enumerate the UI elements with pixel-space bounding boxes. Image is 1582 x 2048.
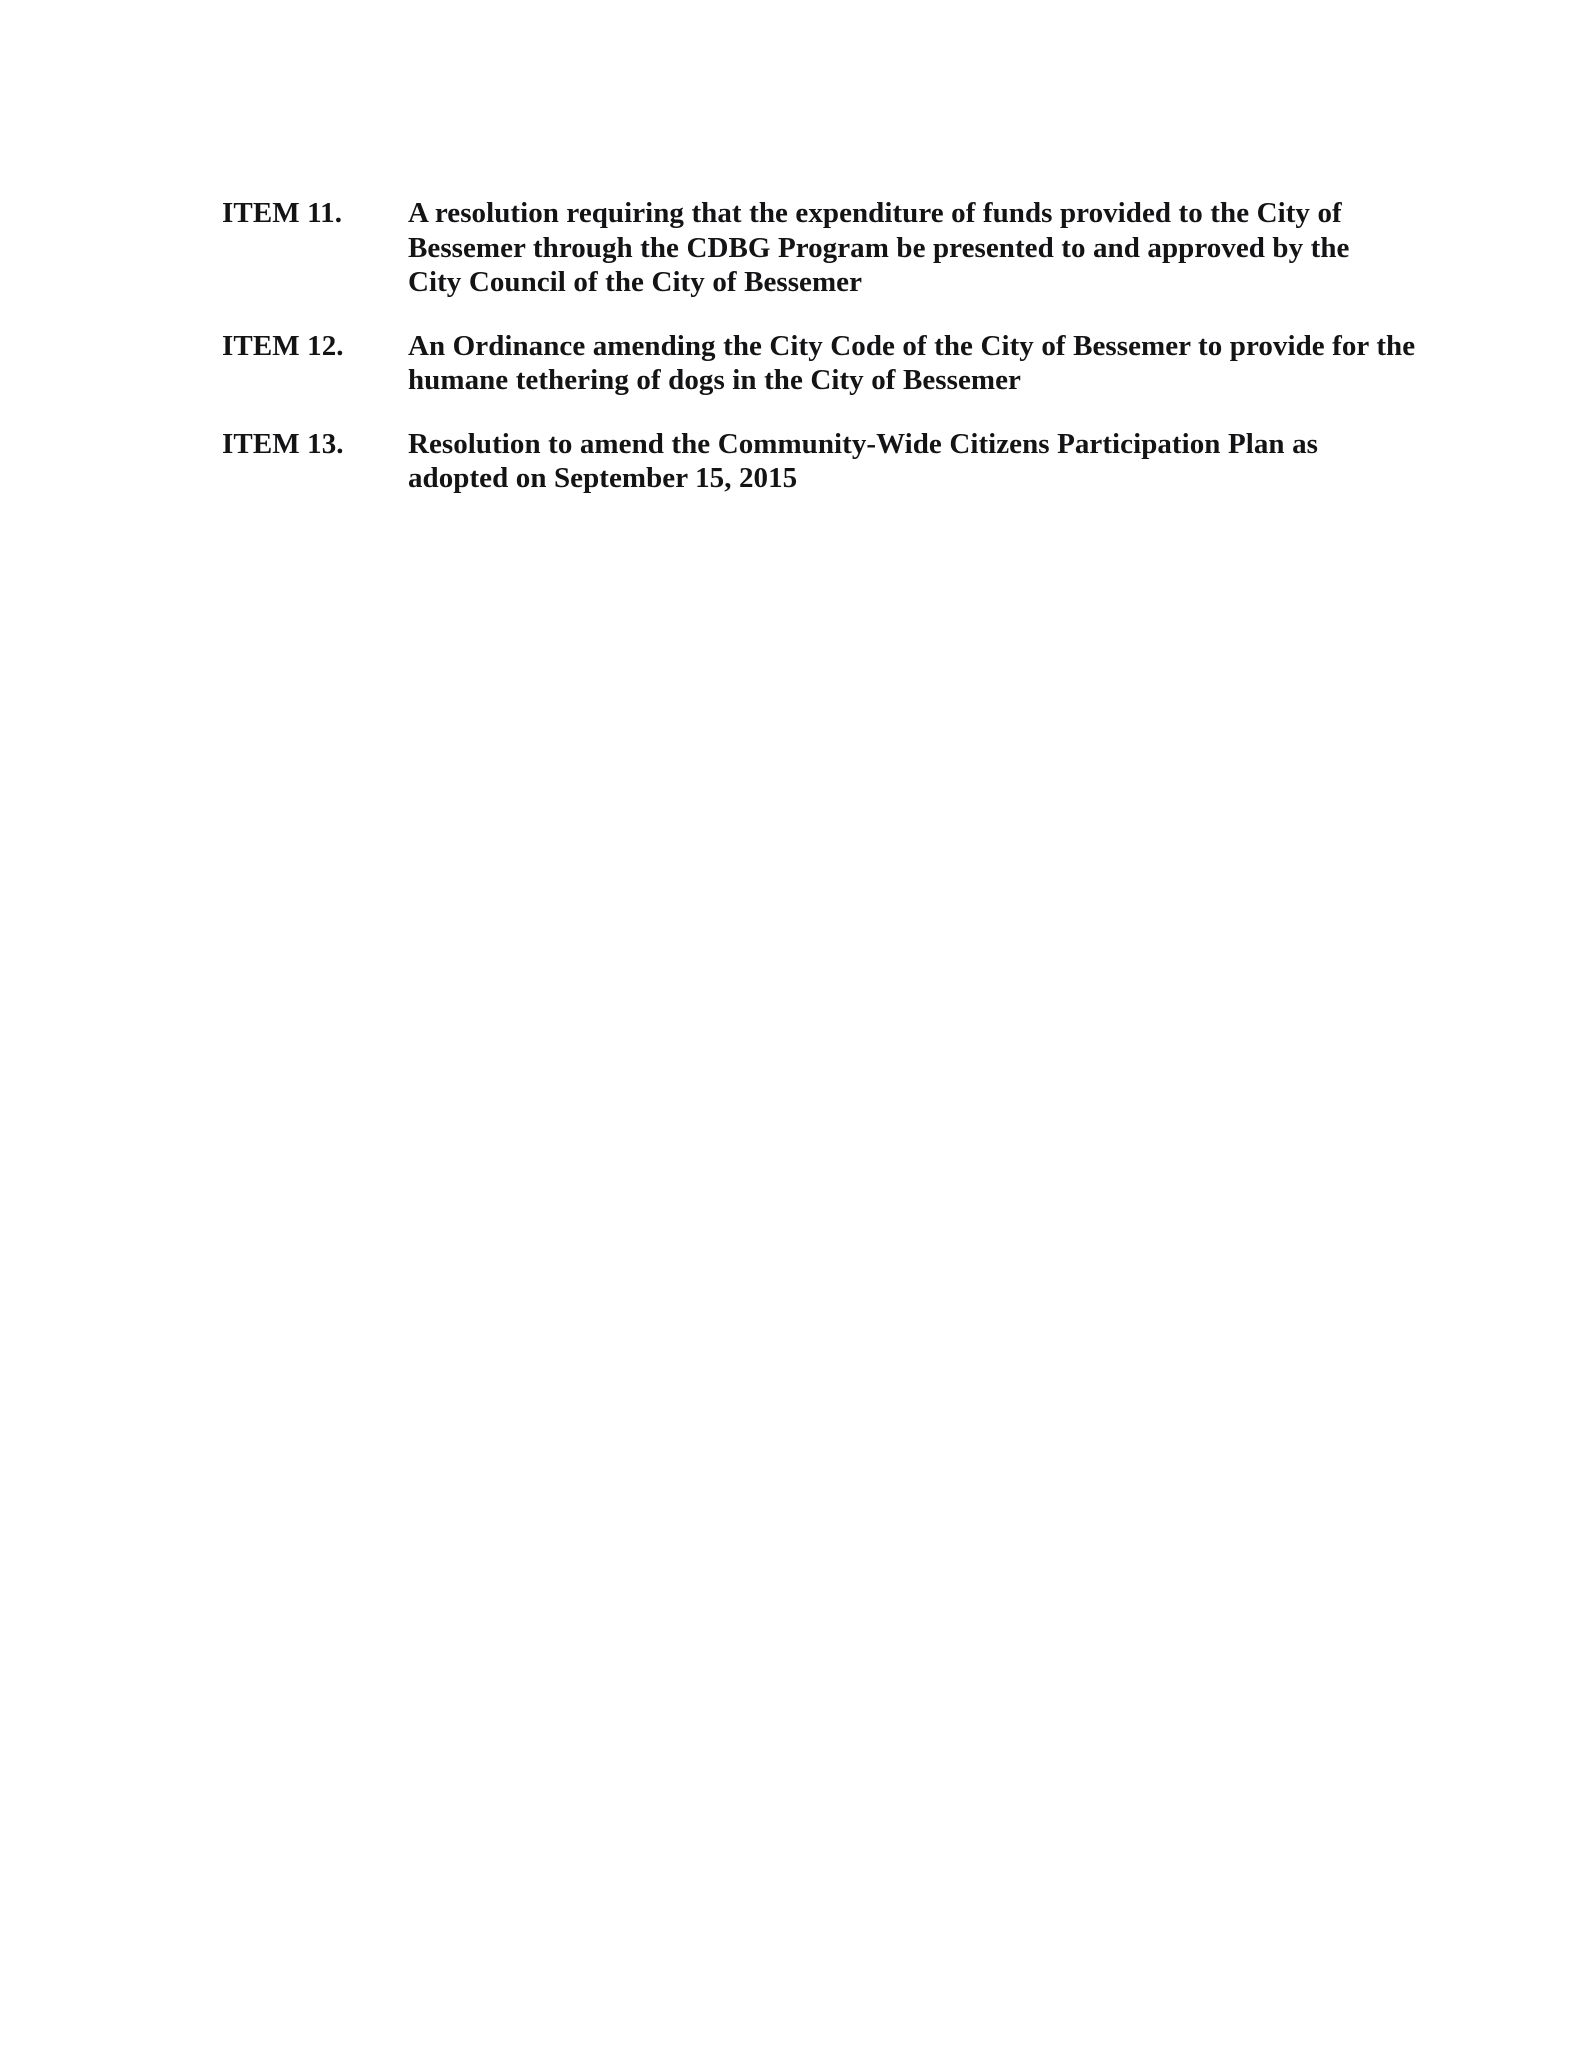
agenda-item bbox=[222, 427, 1432, 496]
agenda-item bbox=[222, 329, 1432, 398]
agenda-item-description: An Ordinance amending the City Code of the City of Bessemer to provide for the humane tethering of dogs in the City of Bessemer bbox=[408, 329, 1416, 396]
agenda-item bbox=[222, 196, 1432, 300]
agenda-item-description: Resolution to amend the Community-Wide Citizens Participation Plan as adopted on September 15, 2015 bbox=[408, 427, 1318, 494]
agenda-item-label: ITEM 13. bbox=[222, 427, 344, 460]
agenda-item-label: ITEM 11. bbox=[222, 197, 343, 229]
agenda-item-description: A resolution requiring that the expenditure of funds provided to the City of Bessemer through the CDBG Program be presented to and approved by the City Council of the City of Bessemer bbox=[408, 197, 1350, 298]
agenda-item-list bbox=[222, 196, 1432, 496]
agenda-item-label: ITEM 12. bbox=[222, 329, 344, 362]
